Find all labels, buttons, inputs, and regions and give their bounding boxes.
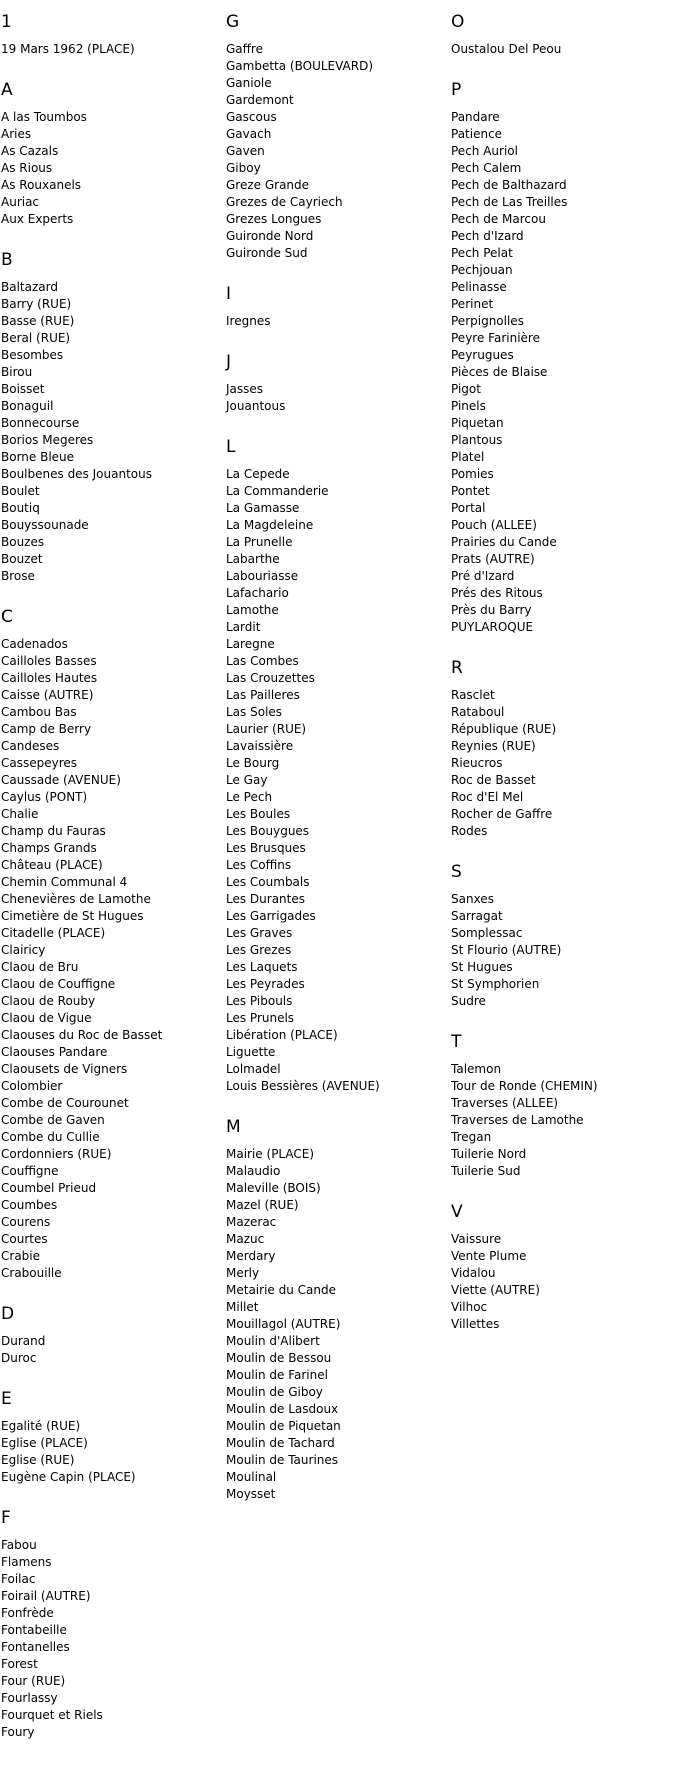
street-name: Pontet [451, 484, 490, 498]
street-name: As Rious [1, 161, 53, 175]
street-name: Boisset [1, 382, 45, 396]
letter-heading: S [451, 862, 462, 882]
street-name: Viette (AUTRE) [451, 1283, 540, 1297]
street-name: Oustalou Del Peou [451, 42, 562, 56]
street-name: Peyrugues [451, 348, 514, 362]
street-list [1, 636, 221, 1282]
letter-heading: C [1, 607, 13, 627]
street-name: Moulinal [226, 1470, 277, 1484]
street-name: Basse (RUE) [1, 314, 75, 328]
street-name: St Flourio (AUTRE) [451, 943, 562, 957]
street-name: Les Bouygues [226, 824, 310, 838]
letter-group [226, 284, 446, 330]
street-name: Les Brusques [226, 841, 306, 855]
street-name: Pré d'Izard [451, 569, 515, 583]
street-name: Mazuc [226, 1232, 265, 1246]
index-column-1 [1, 0, 221, 1741]
street-name: Caussade (AVENUE) [1, 773, 121, 787]
letter-group [1, 1389, 221, 1486]
street-name: Prats (AUTRE) [451, 552, 535, 566]
street-name: Labouriasse [226, 569, 299, 583]
street-name: Le Pech [226, 790, 273, 804]
street-name: Pech Pelat [451, 246, 513, 260]
street-name: Merdary [226, 1249, 276, 1263]
street-name: Vilhoc [451, 1300, 488, 1314]
letter-group [226, 437, 446, 1095]
street-name: Chalie [1, 807, 39, 821]
street-name: Barry (RUE) [1, 297, 72, 311]
street-name: Las Combes [226, 654, 299, 668]
letter-heading: V [451, 1202, 463, 1222]
street-name: Près du Barry [451, 603, 532, 617]
street-name: Jasses [226, 382, 264, 396]
street-name: Tour de Ronde (CHEMIN) [451, 1079, 598, 1093]
street-name: Pech de Las Treilles [451, 195, 568, 209]
street-name: Fabou [1, 1538, 37, 1552]
street-name: Iregnes [226, 314, 271, 328]
street-name: Laregne [226, 637, 275, 651]
street-name: Greze Grande [226, 178, 310, 192]
street-name: Pech de Marcou [451, 212, 546, 226]
letter-group [1, 250, 221, 585]
street-name: Lolmadel [226, 1062, 281, 1076]
street-name: Roc de Basset [451, 773, 536, 787]
street-name: Prairies du Cande [451, 535, 557, 549]
street-name: Moulin d'Alibert [226, 1334, 320, 1348]
street-list [1, 1418, 221, 1486]
letter-group [1, 1508, 221, 1741]
letter-group [451, 12, 671, 58]
street-name: Crabie [1, 1249, 40, 1263]
street-name: Moysset [226, 1487, 276, 1501]
street-name: Grezes Longues [226, 212, 322, 226]
street-name: Duroc [1, 1351, 37, 1365]
street-name: Crabouille [1, 1266, 62, 1280]
street-name: Claou de Bru [1, 960, 79, 974]
street-list [451, 687, 671, 840]
street-name: Eglise (RUE) [1, 1453, 75, 1467]
street-name: Perpignolles [451, 314, 524, 328]
street-name: Claousets de Vigners [1, 1062, 128, 1076]
street-name: Les Pibouls [226, 994, 293, 1008]
street-name: Claouses du Roc de Basset [1, 1028, 163, 1042]
street-name: Bonaguil [1, 399, 54, 413]
street-name: Bouyssounade [1, 518, 89, 532]
street-name: Pinels [451, 399, 486, 413]
street-name: Las Soles [226, 705, 283, 719]
street-name: St Symphorien [451, 977, 540, 991]
letter-heading: R [451, 658, 463, 678]
street-name: Cordonniers (RUE) [1, 1147, 112, 1161]
street-list [1, 279, 221, 585]
street-name: Gardemont [226, 93, 294, 107]
street-name: La Gamasse [226, 501, 300, 515]
street-name: Rocher de Gaffre [451, 807, 553, 821]
street-name: Guironde Sud [226, 246, 308, 260]
street-name: Les Laquets [226, 960, 298, 974]
street-name: Roc d'El Mel [451, 790, 524, 804]
street-name: Gambetta (BOULEVARD) [226, 59, 374, 73]
street-name: Besombes [1, 348, 64, 362]
street-name: Couffigne [1, 1164, 59, 1178]
street-name: Vente Plume [451, 1249, 527, 1263]
street-name: Traverses de Lamothe [451, 1113, 584, 1127]
street-name: Millet [226, 1300, 259, 1314]
street-name: Boulbenes des Jouantous [1, 467, 152, 481]
street-name: Courens [1, 1215, 51, 1229]
street-name: Pech de Balthazard [451, 178, 567, 192]
street-name: Merly [226, 1266, 260, 1280]
street-name: 19 Mars 1962 (PLACE) [1, 42, 135, 56]
street-name: Pandare [451, 110, 500, 124]
street-name: Tregan [451, 1130, 492, 1144]
street-name: Tuilerie Sud [451, 1164, 521, 1178]
street-name: Somplessac [451, 926, 523, 940]
street-name: PUYLAROQUE [451, 620, 534, 634]
street-name: Louis Bessières (AVENUE) [226, 1079, 380, 1093]
letter-heading: F [1, 1508, 11, 1528]
street-name: Les Peyrades [226, 977, 305, 991]
street-list [226, 1146, 446, 1503]
street-name: Combe du Cullie [1, 1130, 100, 1144]
street-name: Metairie du Cande [226, 1283, 336, 1297]
street-name: Les Graves [226, 926, 293, 940]
street-name: Talemon [451, 1062, 502, 1076]
street-name: Clairicy [1, 943, 46, 957]
street-name: Pelinasse [451, 280, 507, 294]
letter-heading: B [1, 250, 13, 270]
street-list [451, 1061, 671, 1180]
letter-group [451, 1202, 671, 1333]
street-name: Gavach [226, 127, 272, 141]
street-name: Birou [1, 365, 33, 379]
street-name: Claou de Rouby [1, 994, 96, 1008]
street-name: Auriac [1, 195, 40, 209]
street-name: St Hugues [451, 960, 513, 974]
street-name: La Prunelle [226, 535, 293, 549]
street-list [451, 891, 671, 1010]
street-name: Piquetan [451, 416, 504, 430]
street-name: Sudre [451, 994, 486, 1008]
street-name: Peyre Farinière [451, 331, 540, 345]
letter-heading: A [1, 80, 13, 100]
street-name: La Cepede [226, 467, 290, 481]
street-list [1, 41, 221, 58]
street-name: Mouillagol (AUTRE) [226, 1317, 341, 1331]
street-name: Fourlassy [1, 1691, 58, 1705]
street-name: Claou de Couffigne [1, 977, 116, 991]
street-list [1, 109, 221, 228]
street-name: Foury [1, 1725, 35, 1739]
street-name: Cassepeyres [1, 756, 78, 770]
street-name: Lardit [226, 620, 261, 634]
street-name: Sanxes [451, 892, 494, 906]
street-name: Foirail (AUTRE) [1, 1589, 91, 1603]
street-name: Bouzet [1, 552, 43, 566]
street-name: Las Pailleres [226, 688, 300, 702]
street-name: As Cazals [1, 144, 59, 158]
street-list [226, 313, 446, 330]
street-name: Les Grezes [226, 943, 292, 957]
street-name: Chenevières de Lamothe [1, 892, 151, 906]
letter-heading: D [1, 1304, 15, 1324]
street-name: Borne Bleue [1, 450, 75, 464]
street-name: Gaffre [226, 42, 263, 56]
street-name: Les Coumbals [226, 875, 310, 889]
street-name: Patience [451, 127, 503, 141]
letter-group [1, 607, 221, 1282]
street-name: Boutiq [1, 501, 40, 515]
street-name: République (RUE) [451, 722, 557, 736]
street-name: Moulin de Bessou [226, 1351, 332, 1365]
street-name: Rasclet [451, 688, 495, 702]
street-list [226, 466, 446, 1095]
street-name: Vaissure [451, 1232, 502, 1246]
street-name: Libération (PLACE) [226, 1028, 338, 1042]
street-name: Forest [1, 1657, 38, 1671]
street-list [226, 381, 446, 415]
street-name: Villettes [451, 1317, 500, 1331]
letter-group [1, 1304, 221, 1367]
street-name: Les Coffins [226, 858, 292, 872]
street-name: Beral (RUE) [1, 331, 71, 345]
street-name: Foilac [1, 1572, 36, 1586]
street-name: Moulin de Taurines [226, 1453, 339, 1467]
street-name: Cailloles Basses [1, 654, 97, 668]
street-name: Fonfrède [1, 1606, 54, 1620]
letter-heading: J [226, 352, 232, 372]
street-name: Les Prunels [226, 1011, 295, 1025]
street-name: La Magdeleine [226, 518, 314, 532]
letter-heading: O [451, 12, 465, 32]
letter-group [451, 658, 671, 840]
index-column-2 [226, 0, 446, 1503]
street-name: Les Garrigades [226, 909, 316, 923]
street-name: Cambou Bas [1, 705, 77, 719]
street-list [226, 41, 446, 262]
street-name: Moulin de Tachard [226, 1436, 335, 1450]
letter-group [1, 12, 221, 58]
street-name: Moulin de Farinel [226, 1368, 328, 1382]
street-name: Coumbes [1, 1198, 58, 1212]
street-name: Jouantous [226, 399, 286, 413]
street-name: Moulin de Giboy [226, 1385, 323, 1399]
street-name: As Rouxanels [1, 178, 82, 192]
street-name: Maleville (BOIS) [226, 1181, 321, 1195]
street-name: Colombier [1, 1079, 63, 1093]
street-name: Grezes de Cayriech [226, 195, 343, 209]
street-name: Combe de Gaven [1, 1113, 105, 1127]
street-name: Eglise (PLACE) [1, 1436, 88, 1450]
street-name: Caylus (PONT) [1, 790, 88, 804]
street-name: Boulet [1, 484, 40, 498]
street-name: Labarthe [226, 552, 280, 566]
street-name: Caisse (AUTRE) [1, 688, 94, 702]
street-name: Lafachario [226, 586, 289, 600]
street-name: Mairie (PLACE) [226, 1147, 315, 1161]
street-name: Coumbel Prieud [1, 1181, 97, 1195]
street-name: Cailloles Hautes [1, 671, 98, 685]
letter-group [226, 1117, 446, 1503]
street-name: Claouses Pandare [1, 1045, 108, 1059]
street-name: Les Boules [226, 807, 291, 821]
street-name: Gascous [226, 110, 277, 124]
street-name: Pech Calem [451, 161, 522, 175]
street-list [451, 1231, 671, 1333]
street-name: Pech Auriol [451, 144, 518, 158]
street-name: Guironde Nord [226, 229, 314, 243]
street-name: Mazerac [226, 1215, 277, 1229]
street-list [451, 41, 671, 58]
street-list [1, 1537, 221, 1741]
street-name: La Commanderie [226, 484, 329, 498]
street-list [451, 109, 671, 636]
street-name: Bonnecourse [1, 416, 80, 430]
letter-heading: G [226, 12, 240, 32]
street-name: Pomies [451, 467, 494, 481]
street-name: Chemin Communal 4 [1, 875, 128, 889]
street-name: Lamothe [226, 603, 279, 617]
street-name: Laurier (RUE) [226, 722, 307, 736]
street-name: Fourquet et Riels [1, 1708, 103, 1722]
street-name: Moulin de Lasdoux [226, 1402, 339, 1416]
street-name: Borios Megeres [1, 433, 94, 447]
letter-heading: P [451, 80, 462, 100]
street-name: Plantous [451, 433, 503, 447]
letter-group [451, 1032, 671, 1180]
street-name: Four (RUE) [1, 1674, 66, 1688]
street-name: Fontabeille [1, 1623, 67, 1637]
letter-group [451, 862, 671, 1010]
street-name: Liguette [226, 1045, 276, 1059]
street-name: Reynies (RUE) [451, 739, 536, 753]
street-name: Claou de Vigue [1, 1011, 92, 1025]
street-name: Lavaissière [226, 739, 294, 753]
street-name: Bouzes [1, 535, 45, 549]
street-name: Pigot [451, 382, 481, 396]
street-name: Tuilerie Nord [451, 1147, 527, 1161]
street-name: Baltazard [1, 280, 58, 294]
street-name: Moulin de Piquetan [226, 1419, 341, 1433]
street-name: Le Bourg [226, 756, 280, 770]
street-name: Pech d'Izard [451, 229, 524, 243]
street-name: Citadelle (PLACE) [1, 926, 106, 940]
street-name: Giboy [226, 161, 261, 175]
letter-heading: L [226, 437, 236, 457]
street-name: Les Durantes [226, 892, 306, 906]
letter-group [451, 80, 671, 636]
street-name: Pouch (ALLEE) [451, 518, 537, 532]
street-name: Brose [1, 569, 35, 583]
street-name: Candeses [1, 739, 60, 753]
street-name: Pechjouan [451, 263, 513, 277]
street-name: Fontanelles [1, 1640, 70, 1654]
street-name: Eugène Capin (PLACE) [1, 1470, 136, 1484]
street-name: Malaudio [226, 1164, 281, 1178]
street-name: Courtes [1, 1232, 48, 1246]
street-name: Rataboul [451, 705, 505, 719]
street-name: Gaven [226, 144, 265, 158]
street-name: Traverses (ALLEE) [451, 1096, 559, 1110]
street-name: Egalité (RUE) [1, 1419, 81, 1433]
street-name: Mazel (RUE) [226, 1198, 299, 1212]
letter-heading: 1 [1, 12, 12, 32]
letter-group [226, 352, 446, 415]
street-name: Aux Experts [1, 212, 74, 226]
street-name: Cadenados [1, 637, 68, 651]
letter-group [226, 12, 446, 262]
street-name: Vidalou [451, 1266, 496, 1280]
street-name: Aries [1, 127, 32, 141]
street-name: Durand [1, 1334, 46, 1348]
street-name: Champs Grands [1, 841, 97, 855]
street-name: Cimetière de St Hugues [1, 909, 144, 923]
street-name: Le Gay [226, 773, 268, 787]
street-name: Champ du Fauras [1, 824, 106, 838]
street-name: Las Crouzettes [226, 671, 315, 685]
letter-group [1, 80, 221, 228]
street-name: Ganiole [226, 76, 272, 90]
street-list [1, 1333, 221, 1367]
street-name: Combe de Courounet [1, 1096, 129, 1110]
street-name: Prés des Ritous [451, 586, 543, 600]
street-name: Camp de Berry [1, 722, 92, 736]
letter-heading: T [451, 1032, 462, 1052]
letter-heading: M [226, 1117, 241, 1137]
street-name: Pièces de Blaise [451, 365, 548, 379]
letter-heading: E [1, 1389, 12, 1409]
street-name: Perinet [451, 297, 494, 311]
street-name: Rodes [451, 824, 488, 838]
street-name: Château (PLACE) [1, 858, 103, 872]
street-name: Platel [451, 450, 485, 464]
letter-heading: I [226, 284, 232, 304]
index-column-3 [451, 0, 671, 1333]
street-name: Flamens [1, 1555, 52, 1569]
street-name: Portal [451, 501, 486, 515]
street-name: Sarragat [451, 909, 503, 923]
street-name: A las Toumbos [1, 110, 87, 124]
street-name: Rieucros [451, 756, 503, 770]
